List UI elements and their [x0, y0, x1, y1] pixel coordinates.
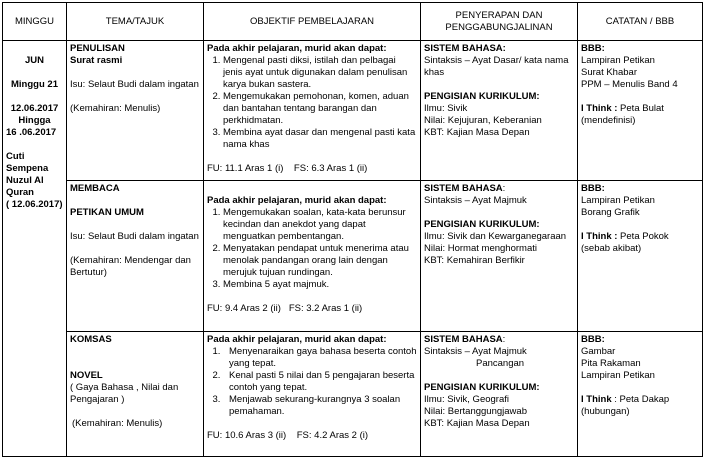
tema-cell [67, 41, 204, 181]
pengisian-kurikulum-title: PENGISIAN KURIKULUM: [424, 219, 540, 230]
objektif-item: 2. Kenal pasti 5 nilai dan 5 pengajaran beserta contoh yang tepat. [223, 370, 417, 394]
ithink-label: I Think : [581, 103, 618, 114]
ithink-value: Peta Pokok [617, 231, 669, 242]
ithink-label: I Think : [581, 231, 618, 242]
minggu-holiday-2: Sempena [6, 163, 49, 174]
objektif-item: 3. Membina 5 ayat majmuk. [223, 279, 417, 291]
kurikulum-nilai: Nilai: Kejujuran, Keberanian [424, 115, 542, 126]
minggu-holiday-1: Cuti [6, 151, 25, 162]
sistem-bahasa-title: SISTEM BAHASA [424, 183, 503, 194]
ithink-line [581, 103, 699, 115]
tema-kemahiran: (Kemahiran: Mendengar dan Bertutur) [70, 255, 191, 278]
ithink-note: (sebab akibat) [581, 243, 642, 254]
sistem-bahasa-text-2: Pancangan [476, 358, 525, 369]
minggu-cell [3, 41, 67, 457]
bbb-item: PPM – Menulis Band 4 [581, 79, 678, 90]
pengisian-kurikulum-title: PENGISIAN KURIKULUM: [424, 91, 540, 102]
ithink-value: Peta Bulat [617, 103, 664, 114]
kurikulum-nilai: Nilai: Bertanggungjawab [424, 406, 527, 417]
objektif-list [207, 55, 417, 151]
kurikulum-ilmu: Ilmu: Sivik [424, 103, 468, 114]
tema-gaya-bahasa: ( Gaya Bahasa , Nilai dan Pengajaran ) [70, 382, 179, 405]
objektif-item: 1. Mengenal pasti diksi, istilah dan pelbagai jenis ayat untuk digunakan dalam penulisan karya bukan sastera. [223, 55, 417, 91]
ithink-note: (mendefinisi) [581, 115, 636, 126]
catatan-cell [578, 181, 703, 332]
pengisian-kurikulum-title: PENGISIAN KURIKULUM: [424, 382, 540, 393]
tema-subtitle: NOVEL [70, 370, 103, 381]
table-row [3, 332, 703, 457]
objektif-intro: Pada akhir pelajaran, murid akan dapat: [207, 43, 387, 54]
tema-subtitle: PETIKAN UMUM [70, 207, 144, 218]
header-penyerapan: PENYERAPAN DAN PENGGABUNGJALINAN [421, 3, 578, 41]
bbb-title: BBB: [581, 334, 605, 345]
bbb-item: Gambar [581, 346, 616, 357]
tema-title: KOMSAS [70, 334, 112, 345]
objektif-item: 3. Menjawab sekurang-kurangnya 3 soalan pemahaman. [223, 394, 417, 418]
objektif-cell [204, 41, 421, 181]
ithink-line [581, 394, 699, 406]
sistem-bahasa-colon: : [502, 334, 506, 345]
objektif-cell [204, 332, 421, 457]
minggu-month: JUN [24, 55, 44, 66]
kurikulum-kbt: KBT: Kemahiran Berfikir [424, 255, 525, 266]
objektif-fu-fs: FU: 10.6 Aras 3 (ii) FS: 4.2 Aras 2 (i) [207, 430, 369, 441]
header-minggu: MINGGU [3, 3, 67, 41]
sistem-bahasa-line [424, 183, 574, 195]
kurikulum-ilmu: Ilmu: Sivik dan Kewarganegaraan [424, 231, 567, 242]
sistem-bahasa-text: Sintaksis – Ayat Majmuk [424, 195, 527, 206]
sistem-bahasa-text: Sintaksis – Ayat Majmuk [424, 346, 527, 357]
kurikulum-kbt: KBT: Kajian Masa Depan [424, 418, 530, 429]
objektif-item: 2. Menyatakan pendapat untuk menerima atau menolak pandangan orang lain dengan merujuk tujuan rundingan. [223, 243, 417, 279]
kurikulum-nilai: Nilai: Hormat menghormati [424, 243, 537, 254]
objektif-cell [204, 181, 421, 332]
bbb-title: BBB: [581, 183, 605, 194]
objektif-item: 3. Membina ayat dasar dan mengenal pasti kata nama khas [223, 127, 417, 151]
ithink-note: (hubungan) [581, 406, 630, 417]
objektif-item: 1. Mengemukakan soalan, kata-kata berunsur kecindan dan anekdot yang dapat menguatkan pembentangan. [223, 207, 417, 243]
bbb-item: Lampiran Petikan [581, 55, 655, 66]
objektif-item: 1. Menyenaraikan gaya bahasa beserta contoh yang tepat. [223, 346, 417, 370]
tema-title: PENULISAN [70, 43, 125, 54]
tema-subtitle: Surat rasmi [70, 55, 123, 66]
bbb-item: Pita Rakaman [581, 358, 641, 369]
header-row [3, 3, 703, 41]
kurikulum-kbt: KBT: Kajian Masa Depan [424, 127, 530, 138]
bbb-item: Borang Grafik [581, 207, 640, 218]
bbb-title: BBB: [581, 43, 605, 54]
minggu-holiday-5: ( 12.06.2017) [6, 199, 63, 210]
table-row [3, 181, 703, 332]
ithink-label: I Think [581, 394, 612, 405]
header-catatan-bbb: CATATAN / BBB [578, 3, 703, 41]
ithink-line [581, 231, 699, 243]
sistem-bahasa-line [424, 334, 574, 346]
tema-cell [67, 181, 204, 332]
ithink-value: : Peta Dakap [611, 394, 670, 405]
bbb-item: Surat Khabar [581, 67, 637, 78]
tema-kemahiran: (Kemahiran: Menulis) [70, 103, 161, 114]
objektif-intro: Pada akhir pelajaran, murid akan dapat: [207, 334, 387, 345]
table-row [3, 41, 703, 181]
objektif-list [207, 207, 417, 291]
catatan-cell [578, 41, 703, 181]
sistem-bahasa-title: SISTEM BAHASA [424, 334, 503, 345]
minggu-holiday-4: Quran [6, 187, 34, 198]
minggu-week: Minggu 21 [11, 79, 58, 90]
minggu-date-to: 16 .06.2017 [6, 127, 57, 138]
objektif-item: 2. Mengemukakan pemohonan, komen, aduan dan bantahan tentang barangan dan perkhidmatan. [223, 91, 417, 127]
bbb-item: Lampiran Petikan [581, 370, 655, 381]
tema-cell [67, 332, 204, 457]
minggu-date-from: 12.06.2017 [10, 103, 59, 114]
tema-isu: Isu: Selaut Budi dalam ingatan [70, 231, 199, 242]
kurikulum-ilmu: Ilmu: Sivik, Geografi [424, 394, 509, 405]
header-objektif: OBJEKTIF PEMBELAJARAN [204, 3, 421, 41]
penyerapan-cell [421, 332, 578, 457]
minggu-holiday-3: Nuzul Al [6, 175, 44, 186]
bbb-item: Lampiran Petikan [581, 195, 655, 206]
minggu-hingga: Hingga [18, 115, 51, 126]
penyerapan-cell [421, 41, 578, 181]
tema-title: MEMBACA [70, 183, 120, 194]
header-tema-tajuk: TEMA/TAJUK [67, 3, 204, 41]
sistem-bahasa-colon: : [502, 183, 506, 194]
objektif-list [207, 346, 417, 418]
tema-isu: Isu: Selaut Budi dalam ingatan [70, 79, 199, 90]
objektif-intro: Pada akhir pelajaran, murid akan dapat: [207, 195, 387, 206]
lesson-plan-table [2, 2, 703, 457]
catatan-cell [578, 332, 703, 457]
objektif-fu-fs: FU: 11.1 Aras 1 (i) FS: 6.3 Aras 1 (ii) [207, 163, 368, 174]
penyerapan-cell [421, 181, 578, 332]
sistem-bahasa-title: SISTEM BAHASA: [424, 43, 506, 54]
sistem-bahasa-text: Sintaksis – Ayat Dasar/ kata nama khas [424, 55, 569, 78]
objektif-fu-fs: FU: 9.4 Aras 2 (ii) FS: 3.2 Aras 1 (ii) [207, 303, 363, 314]
tema-kemahiran: (Kemahiran: Menulis) [72, 418, 163, 429]
